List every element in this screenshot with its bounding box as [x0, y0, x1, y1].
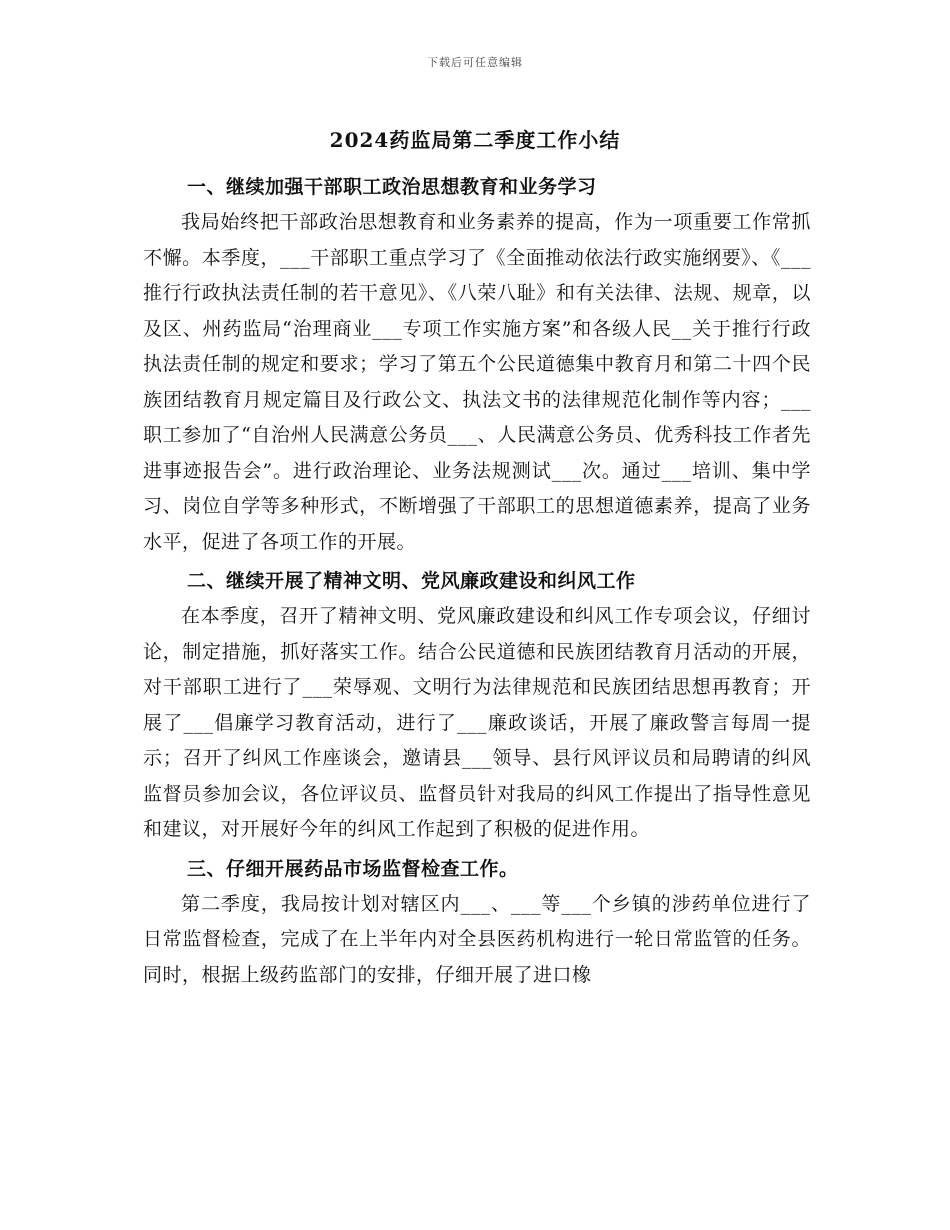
section-paragraph: 第二季度，我局按计划对辖区内___、___等___个乡镇的涉药单位进行了日常监督检查，完成了在上半年内对全县医药机构进行一轮日常监管的任务。同时，根据上级药监部门的安排，仔细开展了进口橡: [143, 892, 811, 986]
section-heading: 一、继续加强干部职工政治思想教育和业务学习: [187, 176, 597, 198]
section-3: [143, 851, 811, 994]
page-header-note: 下载后可任意编辑: [427, 56, 523, 69]
section-2: [143, 563, 811, 848]
section-1: [143, 169, 811, 560]
section-paragraph: 在本季度，召开了精神文明、党风廉政建设和纠风工作专项会议，仔细讨论，制定措施，抓好落实工作。结合公民道德和民族团结教育月活动的开展，对干部职工进行了___荣辱观、文明行为法律规范和民族团结思想再教育；开展了___倡廉学习教育活动，进行了___廉政谈话，开展了廉政警言每周一提示；召开了纠风工作座谈会，邀请县___领导、县行风评议员和局聘请的纠风监督员参加会议，各位评议员、监督员针对我局的纠风工作提出了指导性意见和建议，对开展好今年的纠风工作起到了积极的促进作用。: [143, 605, 811, 840]
document-title: 2024药监局第二季度工作小结: [329, 128, 621, 152]
section-heading: 三、仔细开展药品市场监督检查工作。: [187, 857, 519, 880]
section-heading: 二、继续开展了精神文明、党风廉政建设和纠风工作: [187, 570, 636, 592]
document-body: [143, 169, 811, 996]
section-paragraph: 我局始终把干部政治思想教育和业务素养的提高，作为一项重要工作常抓不懈。本季度，___干部职工重点学习了《全面推动依法行政实施纲要》、《___推行行政执法责任制的若干意见》、《八荣八耻》和有关法律、法规、规章，以及区、州药监局“治理商业___专项工作实施方案”和各级人民__关于推行行政执法责任制的规定和要求；学习了第五个公民道德集中教育月和第二十四个民族团结教育月规定篇目及行政公文、执法文书的法律规范化制作等内容；___职工参加了“自治州人民满意公务员___、人民满意公务员、优秀科技工作者先进事迹报告会”。进行政治理论、业务法规测试___次。通过___培训、集中学习、岗位自学等多种形式，不断增强了干部职工的思想道德素养，提高了业务水平，促进了各项工作的开展。: [143, 211, 811, 553]
